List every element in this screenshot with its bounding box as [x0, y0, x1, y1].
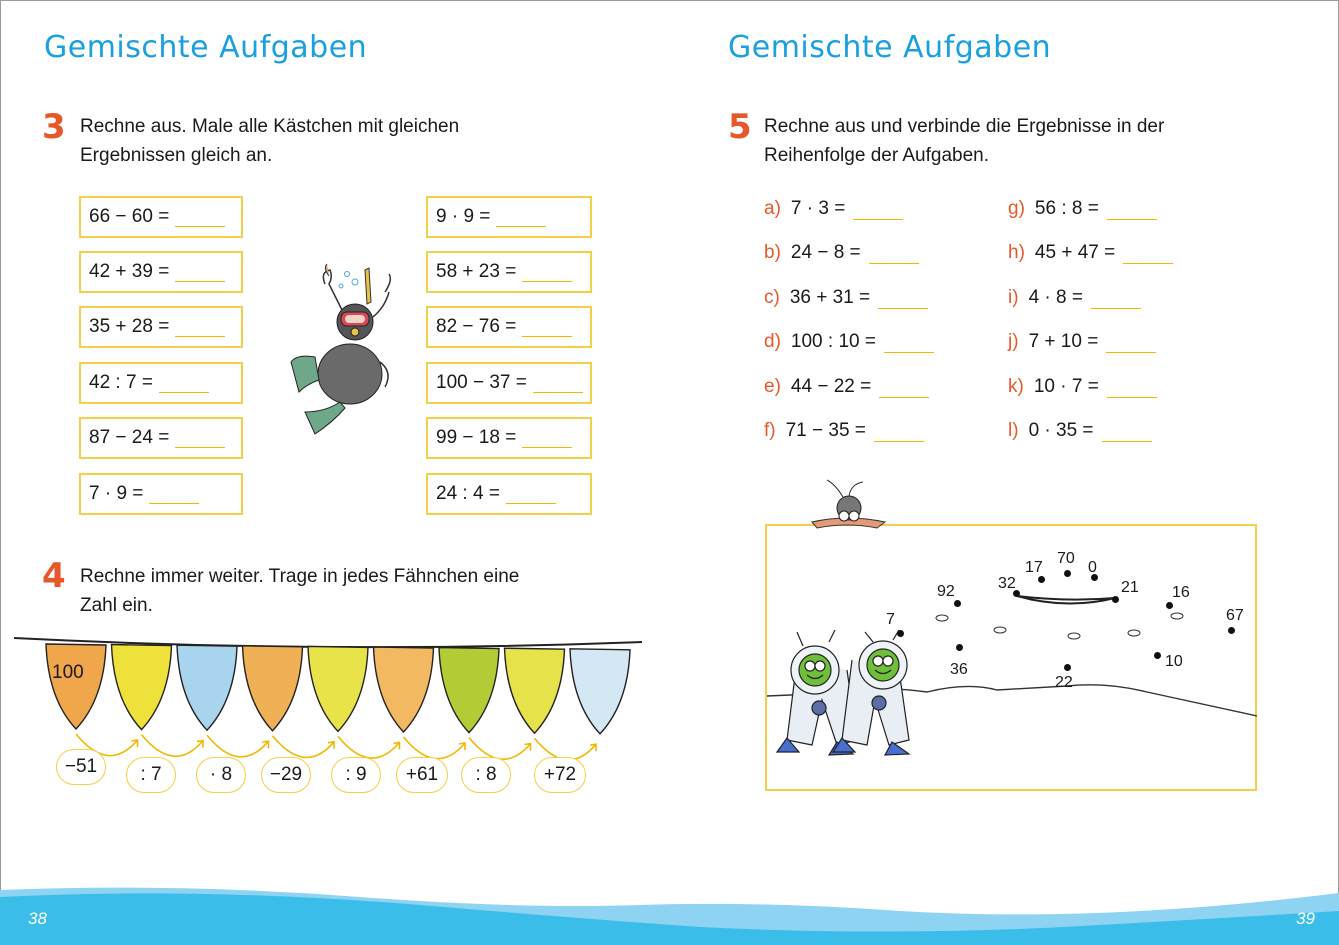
- operation-bubble: +61: [396, 757, 448, 793]
- exercise-text: 45 + 47 =: [1034, 242, 1116, 263]
- bunting-flag[interactable]: [46, 644, 106, 729]
- task3-instruction: [80, 112, 459, 170]
- exercise-box[interactable]: [426, 196, 592, 238]
- exercise-label: b): [764, 242, 781, 263]
- dot[interactable]: [1064, 570, 1071, 577]
- exercise-item: [764, 242, 919, 264]
- task4-instruction-line1: Rechne immer weiter. Trage in jedes Fähnchen eine: [80, 566, 520, 587]
- exercise-text: 7 · 9 =: [89, 483, 144, 504]
- exercise-item: [1008, 242, 1173, 264]
- dot[interactable]: [956, 644, 963, 651]
- answer-blank[interactable]: [522, 429, 572, 448]
- exercise-item: [764, 198, 903, 220]
- right-page-number: 39: [1296, 909, 1315, 928]
- exercise-label: f): [764, 420, 776, 441]
- exercise-label: c): [764, 287, 780, 308]
- exercise-item: [1008, 420, 1152, 442]
- bunting-arrow: [273, 736, 335, 758]
- exercise-box[interactable]: [426, 251, 592, 293]
- exercise-box[interactable]: [79, 362, 243, 404]
- exercise-item: [1008, 287, 1141, 309]
- exercise-text: 35 + 28 =: [89, 316, 170, 337]
- exercise-item: [764, 420, 924, 442]
- exercise-item: [764, 287, 928, 309]
- exercise-text: 44 − 22 =: [790, 376, 872, 397]
- dot-number: 36: [950, 661, 968, 678]
- dot-number: 22: [1055, 674, 1073, 691]
- right-page-title: Gemischte Aufgaben: [728, 30, 1052, 65]
- operation-bubble: : 8: [461, 757, 511, 793]
- bunting-arrow: [469, 738, 531, 760]
- operation-bubble: : 9: [331, 757, 381, 793]
- exercise-text: 100 − 37 =: [436, 372, 527, 393]
- exercise-label: h): [1008, 242, 1025, 263]
- left-page-number: 38: [28, 909, 47, 928]
- answer-blank[interactable]: [175, 318, 225, 337]
- left-page-title: Gemischte Aufgaben: [44, 30, 368, 65]
- dot[interactable]: [1064, 664, 1071, 671]
- answer-blank[interactable]: [533, 374, 583, 393]
- answer-blank[interactable]: [878, 290, 928, 309]
- answer-blank[interactable]: [1107, 201, 1157, 220]
- bunting-flag[interactable]: [308, 646, 368, 731]
- answer-blank[interactable]: [175, 208, 225, 227]
- bunting-arrow: [338, 736, 400, 758]
- bunting-flag[interactable]: [505, 648, 565, 733]
- exercise-label: k): [1008, 376, 1024, 397]
- operation-bubble: · 8: [196, 757, 246, 793]
- answer-blank[interactable]: [869, 245, 919, 264]
- exercise-text: 36 + 31 =: [789, 287, 871, 308]
- bunting-arrow: [404, 737, 466, 759]
- exercise-box[interactable]: [79, 473, 243, 515]
- dot-number: 17: [1025, 559, 1043, 576]
- operation-bubble: −29: [261, 757, 311, 793]
- exercise-label: i): [1008, 287, 1019, 308]
- exercise-item: [764, 376, 929, 398]
- exercise-text: 56 : 8 =: [1034, 198, 1099, 219]
- exercise-text: 9 · 9 =: [436, 206, 491, 227]
- exercise-label: g): [1008, 198, 1025, 219]
- exercise-box[interactable]: [426, 473, 592, 515]
- task3-instruction-line2: Ergebnissen gleich an.: [80, 145, 273, 166]
- exercise-text: 99 − 18 =: [436, 427, 517, 448]
- answer-blank[interactable]: [522, 318, 572, 337]
- task3-instruction-line1: Rechne aus. Male alle Kästchen mit gleichen: [80, 116, 460, 137]
- task4-instruction-line2: Zahl ein.: [80, 595, 153, 616]
- exercise-text: 82 − 76 =: [436, 316, 517, 337]
- exercise-text: 42 : 7 =: [89, 372, 153, 393]
- exercise-box[interactable]: [426, 306, 592, 348]
- bunting-flag[interactable]: [112, 645, 172, 730]
- answer-blank[interactable]: [1107, 379, 1157, 398]
- task4-instruction: [80, 562, 519, 620]
- diver-bug-illustration: [285, 262, 410, 442]
- answer-blank[interactable]: [175, 263, 225, 282]
- exercise-text: 71 − 35 =: [785, 420, 866, 441]
- task5-instruction: [764, 112, 1164, 170]
- dot[interactable]: [1228, 627, 1235, 634]
- answer-blank[interactable]: [175, 429, 225, 448]
- exercise-text: 10 · 7 =: [1033, 376, 1099, 397]
- dot-number: 16: [1172, 584, 1190, 601]
- exercise-text: 7 · 3 =: [790, 198, 846, 219]
- exercise-text: 4 · 8 =: [1028, 287, 1083, 308]
- exercise-text: 87 − 24 =: [89, 427, 170, 448]
- exercise-box[interactable]: [79, 417, 243, 459]
- answer-blank[interactable]: [1106, 334, 1156, 353]
- exercise-label: l): [1008, 420, 1019, 441]
- exercise-item: [1008, 376, 1157, 398]
- dot[interactable]: [897, 630, 904, 637]
- dot[interactable]: [1166, 602, 1173, 609]
- exercise-text: 24 : 4 =: [436, 483, 500, 504]
- first-flag-value: 100: [52, 662, 84, 683]
- answer-blank[interactable]: [159, 374, 209, 393]
- exercise-item: [1008, 198, 1157, 220]
- exercise-item: [764, 331, 934, 353]
- dot[interactable]: [954, 600, 961, 607]
- task5-instruction-line1: Rechne aus und verbinde die Ergebnisse in der: [764, 116, 1165, 137]
- answer-blank[interactable]: [874, 423, 924, 442]
- exercise-box[interactable]: [79, 251, 243, 293]
- exercise-label: a): [764, 198, 781, 219]
- answer-blank[interactable]: [496, 208, 546, 227]
- operation-bubble: +72: [534, 757, 586, 793]
- operation-bubble: : 7: [126, 757, 176, 793]
- bunting-arrow: [207, 735, 269, 757]
- bunting-flag[interactable]: [243, 646, 303, 731]
- answer-blank[interactable]: [879, 379, 929, 398]
- answer-blank[interactable]: [1102, 423, 1152, 442]
- answer-blank[interactable]: [522, 263, 572, 282]
- water-wave-decoration: [0, 875, 1339, 945]
- bunting-flag[interactable]: [439, 648, 499, 733]
- exercise-label: d): [764, 331, 781, 352]
- exercise-box[interactable]: [426, 362, 592, 404]
- task5-instruction-line2: Reihenfolge der Aufgaben.: [764, 145, 990, 166]
- dot-number: 32: [998, 575, 1016, 592]
- operation-bubble: −51: [56, 749, 106, 785]
- answer-blank[interactable]: [884, 334, 934, 353]
- task4-number: 4: [42, 556, 66, 596]
- exercise-label: j): [1008, 331, 1019, 352]
- exercise-box[interactable]: [79, 196, 243, 238]
- exercise-text: 42 + 39 =: [89, 261, 170, 282]
- exercise-text: 66 − 60 =: [89, 206, 170, 227]
- exercise-box[interactable]: [79, 306, 243, 348]
- exercise-text: 0 · 35 =: [1028, 420, 1094, 441]
- answer-blank[interactable]: [853, 201, 903, 220]
- dot-number: 0: [1088, 559, 1097, 576]
- dot-number: 67: [1226, 607, 1244, 624]
- answer-blank[interactable]: [1123, 245, 1173, 264]
- exercise-box[interactable]: [426, 417, 592, 459]
- dot[interactable]: [1112, 596, 1119, 603]
- bunting-flag[interactable]: [177, 645, 237, 730]
- exercise-text: 24 − 8 =: [790, 242, 861, 263]
- dot-number: 70: [1057, 550, 1075, 567]
- space-scene-illustration: [767, 470, 1257, 790]
- bunting-flag[interactable]: [570, 649, 630, 734]
- dot[interactable]: [1038, 576, 1045, 583]
- dot-number: 7: [886, 611, 895, 628]
- answer-blank[interactable]: [506, 485, 556, 504]
- dot-number: 10: [1165, 653, 1183, 670]
- task5-number: 5: [728, 107, 752, 147]
- answer-blank[interactable]: [1091, 290, 1141, 309]
- bunting-arrow: [142, 735, 204, 757]
- exercise-text: 7 + 10 =: [1028, 331, 1099, 352]
- exercise-item: [1008, 331, 1156, 353]
- dot-number: 21: [1121, 579, 1139, 596]
- dot-number: 92: [937, 583, 955, 600]
- exercise-text: 100 : 10 =: [790, 331, 876, 352]
- exercise-label: e): [764, 376, 781, 397]
- exercise-text: 58 + 23 =: [436, 261, 517, 282]
- task3-number: 3: [42, 107, 66, 147]
- answer-blank[interactable]: [149, 485, 199, 504]
- bunting-flag[interactable]: [374, 647, 434, 732]
- dot[interactable]: [1154, 652, 1161, 659]
